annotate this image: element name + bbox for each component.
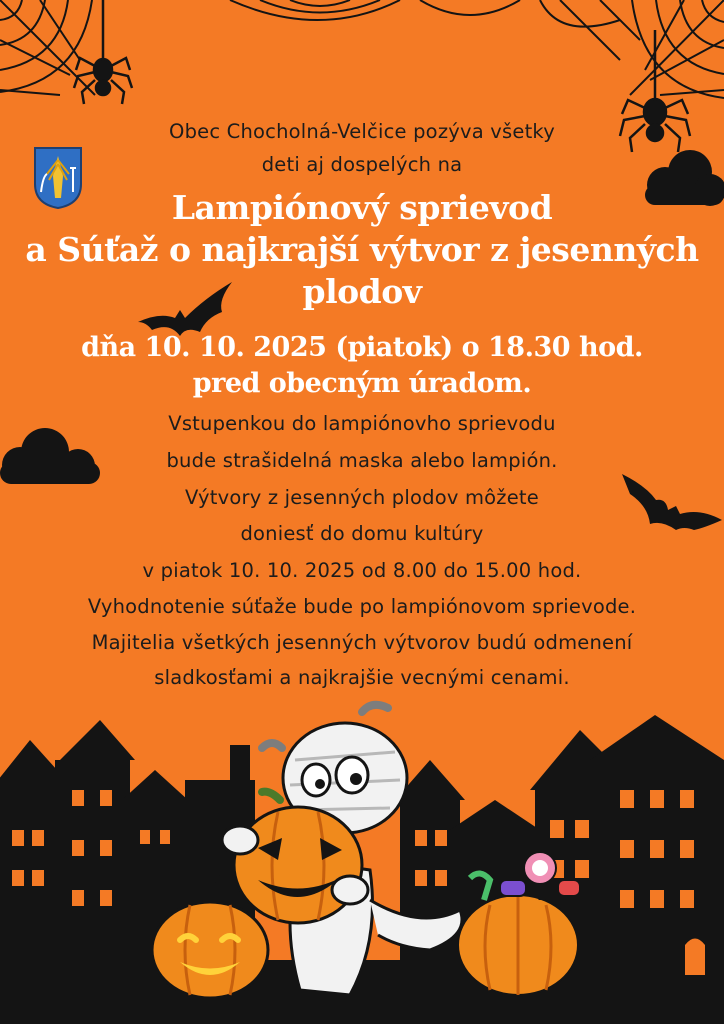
detail-line-2: bude strašidelná maska alebo lampión. xyxy=(166,449,558,472)
event-date-line: dňa 10. 10. 2025 (piatok) o 18.30 hod. xyxy=(81,332,643,363)
intro-line-1: Obec Chocholná-Velčice pozýva všetky xyxy=(169,120,555,143)
title-line-3: plodov xyxy=(302,272,422,311)
title-line-2: a Súťaž o najkrajší výtvor z jesenných xyxy=(25,230,699,269)
spider-icon xyxy=(74,0,132,104)
event-place-line: pred obecným úradom. xyxy=(192,368,532,399)
detail-line-7: Majitelia všetkých jesenných výtvorov budú odmenení xyxy=(91,631,633,654)
detail-line-6: Vyhodnotenie súťaže bude po lampiónovom sprievode. xyxy=(87,595,637,618)
intro-line-2: deti aj dospelých na xyxy=(261,153,463,176)
spider-web-icon xyxy=(0,0,95,95)
detail-line-3: Výtvory z jesenných plodov môžete xyxy=(185,486,539,509)
detail-line-1: Vstupenkou do lampiónovho sprievodu xyxy=(168,412,556,435)
spider-web-icon xyxy=(230,0,640,60)
detail-line-4: doniesť do domu kultúry xyxy=(240,522,484,545)
spider-web-icon xyxy=(630,0,724,98)
title-line-1: Lampiónový sprievod xyxy=(171,188,553,227)
detail-line-8: sladkosťami a najkrajšie vecnými cenami. xyxy=(154,666,570,689)
detail-line-5: v piatok 10. 10. 2025 od 8.00 do 15.00 hod. xyxy=(142,559,582,582)
